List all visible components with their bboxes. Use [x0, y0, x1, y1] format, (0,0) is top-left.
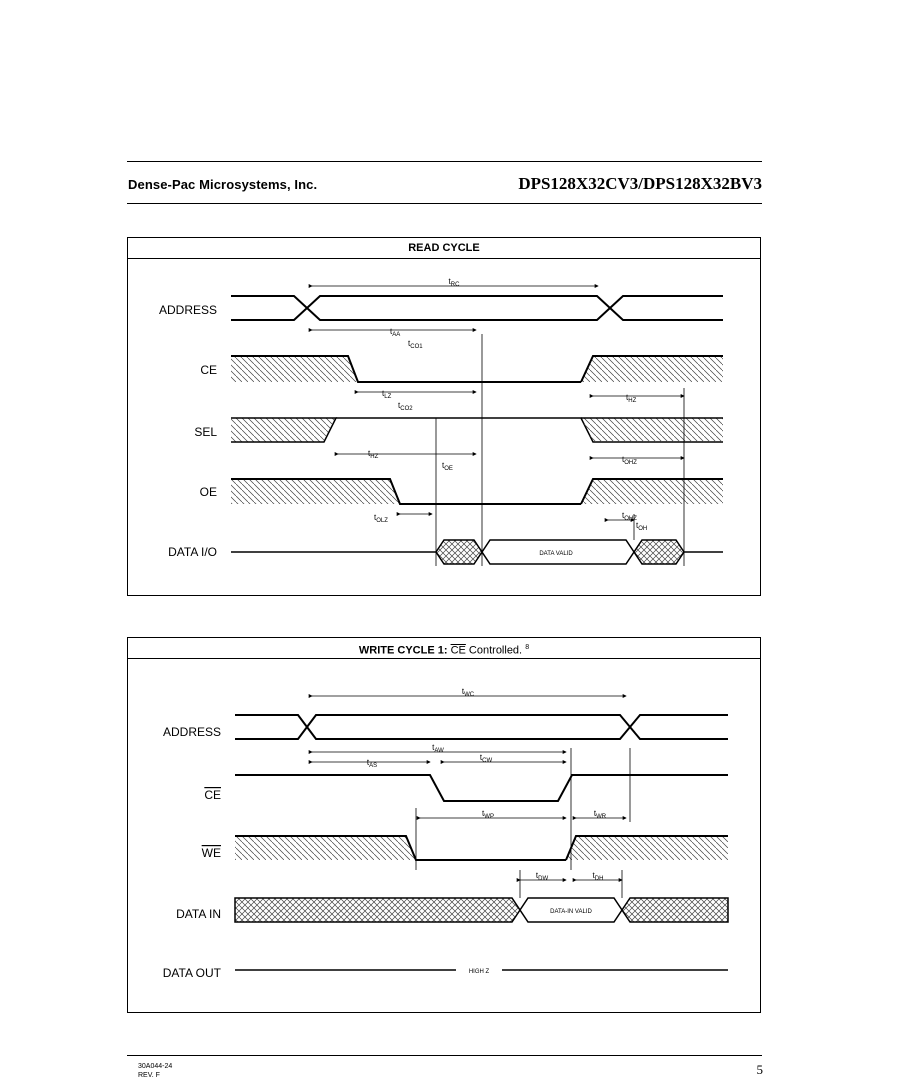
write-param-dw — [536, 871, 549, 882]
write-param-dh — [593, 871, 604, 882]
write-param-wc — [462, 687, 475, 698]
svg-text:tAS: $t_{AS}$ — [366, 758, 378, 769]
footer-doc-info — [138, 1062, 172, 1080]
read-param-rc — [449, 277, 461, 288]
svg-text:tCO2: $t_{CO2}$ — [398, 401, 413, 412]
sel-waveform — [231, 418, 723, 442]
data-io-waveform — [231, 540, 723, 564]
ce-waveform — [231, 356, 723, 382]
write-cycle-timing-diagram — [128, 638, 762, 1014]
doc-number: 30A044-24 — [138, 1063, 173, 1070]
header-top-rule — [127, 161, 762, 162]
svg-text:tAA: $t_{AA}$ — [390, 327, 401, 338]
signal-label-address: ADDRESS — [162, 725, 221, 739]
svg-text:tLZ: $t_{LZ}$ — [382, 389, 392, 400]
svg-text:tOH: $t_{OH}$ — [636, 521, 648, 532]
read-param-olz — [374, 513, 388, 524]
read-param-oe — [442, 461, 453, 472]
read-param-co2 — [398, 401, 413, 412]
data-in-waveform — [235, 898, 728, 922]
write-param-wp — [482, 809, 494, 820]
data-out-state-label: HIGH Z — [468, 969, 490, 975]
data-in-valid-label: DATA-IN VALID — [550, 909, 592, 915]
svg-text:tOLZ: $t_{OLZ}$ — [374, 513, 388, 524]
we-waveform — [235, 836, 728, 860]
svg-text:tCO1: $t_{CO1}$ — [408, 339, 423, 350]
signal-label-sel: SEL — [194, 425, 217, 439]
data-valid-label: DATA VALID — [539, 551, 573, 557]
signal-label-data-out: DATA OUT — [162, 966, 221, 980]
svg-text:tDH: $t_{DH}$ — [592, 871, 604, 882]
svg-text:tWR: $t_{WR}$ — [593, 809, 607, 820]
svg-text:tCW: $t_{CW}$ — [479, 753, 493, 764]
read-param-lz — [382, 389, 392, 400]
svg-text:tWC: $t_{WC}$ — [461, 687, 475, 698]
company-name: Dense-Pac Microsystems, Inc. — [128, 177, 318, 192]
ce-waveform — [235, 775, 728, 801]
signal-label-address: ADDRESS — [158, 303, 217, 317]
write-param-cw — [480, 753, 493, 764]
page-number: 5 — [756, 1062, 763, 1077]
write-param-aw — [432, 743, 444, 754]
signal-label-we: WE — [201, 846, 221, 860]
svg-text:tRC: $t_{RC}$ — [448, 277, 460, 288]
read-param-oh — [636, 521, 647, 532]
revision: REV. F — [138, 1072, 160, 1079]
header-bottom-rule — [127, 203, 762, 204]
signal-label-data-io: DATA I/O — [168, 545, 217, 559]
read-cycle-title: READ CYCLE — [128, 238, 760, 259]
read-param-co1 — [408, 339, 423, 350]
footer-rule — [127, 1055, 762, 1056]
svg-text:tWP: $t_{WP}$ — [482, 809, 494, 820]
oe-waveform — [231, 479, 723, 504]
svg-text:tOHZ: $t_{OHZ}$ — [622, 455, 637, 466]
read-param-ohz2 — [622, 511, 637, 522]
write-cycle-panel — [127, 637, 761, 1013]
svg-text:tHZ: $t_{HZ}$ — [626, 393, 637, 404]
read-param-hz — [368, 449, 379, 460]
part-number: DPS128X32CV3/DPS128X32BV3 — [518, 174, 762, 193]
address-waveform — [231, 296, 723, 320]
read-cycle-timing-diagram — [128, 238, 762, 597]
signal-label-ce: CE — [204, 788, 221, 802]
write-param-wr — [594, 809, 607, 820]
svg-text:tHZ: $t_{HZ}$ — [368, 449, 379, 460]
write-param-as — [367, 758, 377, 769]
read-param-hz2 — [626, 393, 637, 404]
svg-text:tAW: $t_{AW}$ — [432, 743, 444, 754]
signal-label-oe: OE — [199, 485, 217, 499]
read-param-aa — [390, 327, 400, 338]
write-cycle-title-ce: $\overline{CE}$ — [450, 644, 466, 657]
svg-text:tOE: $t_{OE}$ — [442, 461, 453, 472]
signal-label-data-in: DATA IN — [176, 907, 221, 921]
svg-text:tDW: $t_{DW}$ — [535, 871, 549, 882]
read-cycle-panel — [127, 237, 761, 596]
write-cycle-title-bold: WRITE CYCLE 1: — [358, 644, 448, 657]
read-param-ohz — [622, 455, 637, 466]
write-cycle-title-note: 8 — [525, 644, 530, 651]
write-cycle-title-rest: Controlled. — [465, 644, 523, 657]
svg-text:tOHZ: $t_{OHZ}$ — [622, 511, 637, 522]
address-waveform — [235, 715, 728, 739]
signal-label-ce: CE — [200, 363, 217, 377]
